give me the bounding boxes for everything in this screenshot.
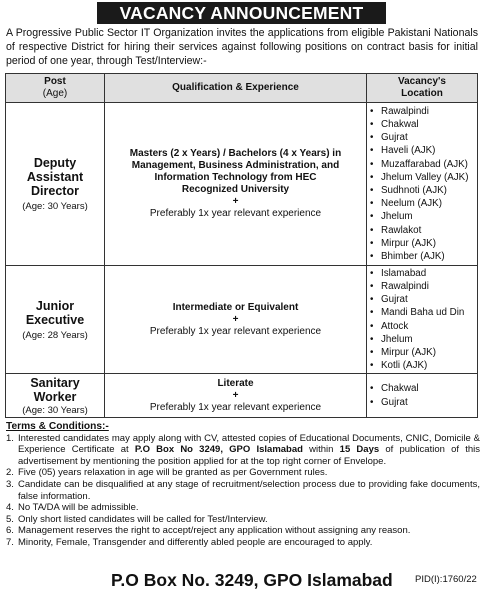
location-item: • Rawalpindi xyxy=(381,105,477,118)
term-bold-days: 15 Days xyxy=(339,444,380,456)
location-item: • Mirpur (AJK) xyxy=(381,346,477,359)
location-item: • Rawlakot xyxy=(381,224,477,237)
post-age: (Age: 30 Years) xyxy=(22,201,88,212)
location-item: • Rawalpindi xyxy=(381,280,477,293)
term-number: 3. xyxy=(6,478,14,490)
post-name-line: Assistant xyxy=(26,170,84,184)
location-item: • Muzaffarabad (AJK) xyxy=(381,158,477,171)
location-cell xyxy=(367,103,478,266)
announcement-title: VACANCY ANNOUNCEMENT xyxy=(97,2,386,24)
location-item: • Mirpur (AJK) xyxy=(381,237,477,250)
pid-number: PID(I):1760/22 xyxy=(415,574,477,585)
terms-heading: Terms & Conditions:- xyxy=(6,421,109,432)
term-text: Interested candidates may apply along with CV, attested copies of Educational Documents, CNIC, Domicile & Experience Certificate at xyxy=(18,432,480,456)
header-location-line1: Vacancy's xyxy=(398,76,446,87)
post-cell xyxy=(6,103,105,266)
post-name-line: Sanitary xyxy=(30,375,80,390)
table-row xyxy=(6,374,478,418)
plus-sign: + xyxy=(232,313,239,325)
experience-text: Preferably 1x year relevant experience xyxy=(149,208,322,219)
term-text: Minority, Female, Transgender and differently abled people are encouraged to apply. xyxy=(18,536,373,548)
term-text: Five (05) years relaxation in age will be granted as per Government rules. xyxy=(18,467,328,479)
location-item: • Neelum (AJK) xyxy=(381,197,477,210)
location-item: • Jhelum Valley (AJK) xyxy=(381,171,477,184)
terms-list xyxy=(6,433,480,549)
term-item xyxy=(6,514,480,526)
qualification-cell xyxy=(105,103,367,266)
qualification-cell xyxy=(105,266,367,374)
term-text: No TA/DA will be admissible. xyxy=(18,502,139,514)
location-item: • Gujrat xyxy=(381,396,477,409)
location-item: • Chakwal xyxy=(381,118,477,131)
table-header-row xyxy=(6,74,478,103)
term-text: of publication of this advertisement by mentioning the position applied for at the top right corner of Envelope. xyxy=(18,444,480,467)
location-cell xyxy=(367,266,478,374)
location-item: • Attock xyxy=(381,320,477,333)
term-item xyxy=(6,479,480,502)
location-item: • Gujrat xyxy=(381,131,477,144)
location-item: • Jhelum xyxy=(381,210,477,223)
post-cell xyxy=(6,266,105,374)
post-cell xyxy=(6,374,105,418)
post-name-line: Junior xyxy=(35,298,75,313)
header-location-line2: Location xyxy=(401,88,443,99)
term-text: Candidate can be disqualified at any stage of recruitment/selection process due to providing fake documents, false information. xyxy=(18,478,480,502)
location-item: • Islamabad xyxy=(381,267,477,280)
post-age: (Age: 30 Years) xyxy=(22,404,88,416)
location-item: • Sudhnoti (AJK) xyxy=(381,184,477,197)
location-list xyxy=(367,267,477,373)
location-item: • Chakwal xyxy=(381,382,477,395)
term-number: 7. xyxy=(6,536,14,548)
post-name-line: Deputy xyxy=(33,156,77,170)
vacancy-table xyxy=(5,73,478,418)
term-text: Management reserves the right to accept/reject any application without assigning any reason. xyxy=(18,525,411,537)
header-location xyxy=(367,74,478,103)
terms-section xyxy=(6,421,480,549)
term-number: 4. xyxy=(6,502,14,514)
location-cell xyxy=(367,374,478,418)
term-number: 6. xyxy=(6,525,14,537)
location-item: • Mandi Baha ud Din xyxy=(381,306,477,319)
qualification-text: Intermediate or Equivalent xyxy=(172,301,299,313)
plus-sign: + xyxy=(232,389,239,401)
experience-text: Preferably 1x year relevant experience xyxy=(149,401,322,413)
qualification-cell xyxy=(105,374,367,418)
location-list xyxy=(367,382,477,408)
term-text: within xyxy=(302,444,340,456)
intro-paragraph: A Progressive Public Sector IT Organization invites the applications from eligible Pakistani Nationals of respective District for hiring their services against following positions on contract basis for initial period of one year, through Test/Interview:- xyxy=(6,27,478,67)
term-item xyxy=(6,467,480,479)
term-number: 2. xyxy=(6,467,14,479)
term-number: 1. xyxy=(6,432,14,444)
post-name-line: Worker xyxy=(33,389,77,404)
post-age: (Age: 28 Years) xyxy=(22,329,88,341)
location-item: • Gujrat xyxy=(381,293,477,306)
location-item: • Kotli (AJK) xyxy=(381,359,477,372)
location-list xyxy=(367,105,477,263)
plus-sign: + xyxy=(232,196,239,207)
table-row xyxy=(6,266,478,374)
post-name-line: Executive xyxy=(25,312,85,327)
location-item: • Haveli (AJK) xyxy=(381,144,477,157)
term-item xyxy=(6,502,480,514)
term-text: Only short listed candidates will be called for Test/Interview. xyxy=(18,513,268,525)
qualification-text: Literate xyxy=(217,377,254,389)
qualification-text: Masters (2 x Years) / Bachelors (4 x Years) in Management, Business Administration, and Information Technology from HEC Recognized University xyxy=(129,148,342,195)
term-item xyxy=(6,525,480,537)
experience-text: Preferably 1x year relevant experience xyxy=(149,325,322,337)
location-item: • Bhimber (AJK) xyxy=(381,250,477,263)
term-number: 5. xyxy=(6,513,14,525)
term-bold-address: P.O Box No 3249, GPO Islamabad xyxy=(134,444,303,456)
post-name-line: Director xyxy=(31,184,79,198)
term-item xyxy=(6,537,480,549)
term-item xyxy=(6,433,480,468)
table-row xyxy=(6,103,478,266)
header-post-label: Post xyxy=(44,76,66,87)
footer-address: P.O Box No. 3249, GPO Islamabad xyxy=(111,570,393,590)
header-post xyxy=(6,74,105,103)
header-qualification: Qualification & Experience xyxy=(105,74,367,103)
header-post-sub: (Age) xyxy=(42,88,68,99)
location-item: • Jhelum xyxy=(381,333,477,346)
